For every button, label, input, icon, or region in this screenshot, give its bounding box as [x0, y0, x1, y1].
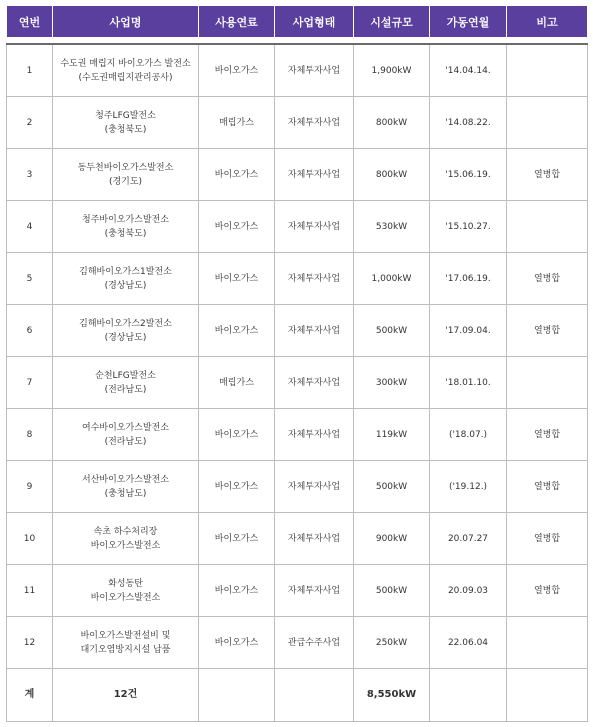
- table-row: [7, 513, 588, 565]
- cell-project-name: [53, 305, 199, 357]
- project-name-line: 여수바이오가스발전소: [82, 422, 169, 433]
- cell-project-type: 자체투자사업: [275, 253, 354, 305]
- header-capacity: 시설규모: [354, 6, 430, 37]
- cell-operation-date: '15.10.27.: [430, 201, 507, 253]
- cell-note: 열병합: [507, 461, 588, 513]
- total-capacity: 8,550kW: [354, 669, 430, 722]
- project-name-line: 바이오가스발전설비 및: [80, 630, 171, 641]
- project-name-line: 속초 하수처리장: [93, 526, 158, 537]
- cell-fuel: 바이오가스: [199, 201, 275, 253]
- table-row: [7, 461, 588, 513]
- cell-no: 4: [7, 201, 53, 253]
- cell-capacity: 900kW: [354, 513, 430, 565]
- cell-fuel: 매립가스: [199, 97, 275, 149]
- cell-note: 열병합: [507, 305, 588, 357]
- table-row: [7, 617, 588, 669]
- header-fuel: 사용연료: [199, 6, 275, 37]
- cell-fuel: 바이오가스: [199, 513, 275, 565]
- project-name-line: 청주LFG발전소: [95, 110, 156, 121]
- project-name-line: 순천LFG발전소: [95, 370, 156, 381]
- cell-note: 열병합: [507, 253, 588, 305]
- project-name-line: 수도권 매립지 바이오가스 발전소: [60, 58, 191, 69]
- cell-operation-date: 20.09.03: [430, 565, 507, 617]
- cell-project-name: [53, 617, 199, 669]
- cell-operation-date: ('19.12.): [430, 461, 507, 513]
- cell-capacity: 800kW: [354, 97, 430, 149]
- cell-no: 7: [7, 357, 53, 409]
- cell-no: 11: [7, 565, 53, 617]
- project-name-line: (수도권매립지관리공사): [78, 72, 173, 83]
- project-name-line: 김해바이오가스2발전소: [79, 318, 172, 329]
- table-row: [7, 565, 588, 617]
- cell-no: 6: [7, 305, 53, 357]
- cell-fuel: 바이오가스: [199, 305, 275, 357]
- cell-project-type: 자체투자사업: [275, 461, 354, 513]
- cell-operation-date: '15.06.19.: [430, 149, 507, 201]
- project-name-line: (전라남도): [104, 436, 147, 447]
- cell-capacity: 500kW: [354, 565, 430, 617]
- project-name-line: (충청남도): [104, 488, 147, 499]
- cell-no: 8: [7, 409, 53, 461]
- table-row: [7, 409, 588, 461]
- cell-project-type: 자체투자사업: [275, 513, 354, 565]
- project-name-line: (경상남도): [104, 332, 147, 343]
- project-name-line: 대기오염방지시설 납품: [80, 644, 171, 655]
- cell-capacity: 250kW: [354, 617, 430, 669]
- cell-project-name: [53, 357, 199, 409]
- cell-capacity: 500kW: [354, 305, 430, 357]
- project-name-line: (경상남도): [104, 280, 147, 291]
- cell-no: 3: [7, 149, 53, 201]
- cell-operation-date: '17.06.19.: [430, 253, 507, 305]
- cell-capacity: 300kW: [354, 357, 430, 409]
- cell-no: 2: [7, 97, 53, 149]
- cell-no: 9: [7, 461, 53, 513]
- cell-project-type: 자체투자사업: [275, 409, 354, 461]
- cell-capacity: 500kW: [354, 461, 430, 513]
- cell-fuel: 바이오가스: [199, 149, 275, 201]
- cell-fuel: 바이오가스: [199, 565, 275, 617]
- cell-project-name: [53, 97, 199, 149]
- facility-table: [6, 6, 588, 722]
- table-row: [7, 305, 588, 357]
- cell-project-name: [53, 149, 199, 201]
- cell-operation-date: '14.08.22.: [430, 97, 507, 149]
- project-name-line: 화성동탄: [108, 578, 143, 589]
- cell-note: [507, 201, 588, 253]
- cell-fuel: 바이오가스: [199, 617, 275, 669]
- table-row: [7, 149, 588, 201]
- cell-fuel: 매립가스: [199, 357, 275, 409]
- total-date-empty: [430, 669, 507, 722]
- table-row: [7, 97, 588, 149]
- total-count: 12건: [53, 669, 199, 722]
- cell-capacity: 1,000kW: [354, 253, 430, 305]
- table-row: [7, 357, 588, 409]
- cell-project-type: 자체투자사업: [275, 201, 354, 253]
- header-project-type: 사업형태: [275, 6, 354, 37]
- table-row: [7, 253, 588, 305]
- project-name-line: 바이오가스발전소: [90, 540, 161, 551]
- cell-project-type: 자체투자사업: [275, 357, 354, 409]
- project-name-line: (경기도): [108, 176, 143, 187]
- project-name-line: (충청북도): [104, 228, 147, 239]
- cell-note: 열병합: [507, 513, 588, 565]
- cell-no: 10: [7, 513, 53, 565]
- cell-operation-date: 22.06.04: [430, 617, 507, 669]
- project-name-line: 바이오가스발전소: [90, 592, 161, 603]
- cell-capacity: 800kW: [354, 149, 430, 201]
- cell-no: 5: [7, 253, 53, 305]
- cell-no: 1: [7, 44, 53, 97]
- header-project-name: 사업명: [53, 6, 199, 37]
- total-fuel-empty: [199, 669, 275, 722]
- cell-project-type: 자체투자사업: [275, 305, 354, 357]
- cell-fuel: 바이오가스: [199, 44, 275, 97]
- cell-operation-date: ('18.07.): [430, 409, 507, 461]
- cell-project-name: [53, 253, 199, 305]
- cell-note: 열병합: [507, 565, 588, 617]
- cell-project-type: 자체투자사업: [275, 149, 354, 201]
- table-header-row: [7, 6, 588, 37]
- cell-fuel: 바이오가스: [199, 253, 275, 305]
- cell-operation-date: '17.09.04.: [430, 305, 507, 357]
- cell-project-name: [53, 461, 199, 513]
- cell-project-name: [53, 513, 199, 565]
- project-name-line: 동두천바이오가스발전소: [77, 162, 174, 173]
- cell-fuel: 바이오가스: [199, 461, 275, 513]
- cell-capacity: 119kW: [354, 409, 430, 461]
- cell-project-name: [53, 565, 199, 617]
- total-row: [7, 669, 588, 722]
- total-type-empty: [275, 669, 354, 722]
- cell-project-name: [53, 409, 199, 461]
- cell-operation-date: '18.01.10.: [430, 357, 507, 409]
- cell-note: [507, 617, 588, 669]
- cell-project-type: 자체투자사업: [275, 97, 354, 149]
- facility-table-container: [6, 6, 587, 722]
- cell-project-type: 관급수주사업: [275, 617, 354, 669]
- cell-note: [507, 97, 588, 149]
- table-row: [7, 201, 588, 253]
- project-name-line: 김해바이오가스1발전소: [79, 266, 172, 277]
- cell-note: 열병합: [507, 409, 588, 461]
- cell-project-name: [53, 44, 199, 97]
- cell-project-type: 자체투자사업: [275, 565, 354, 617]
- cell-note: [507, 357, 588, 409]
- cell-capacity: 530kW: [354, 201, 430, 253]
- header-no: 연번: [7, 6, 53, 37]
- cell-note: [507, 44, 588, 97]
- cell-operation-date: 20.07.27: [430, 513, 507, 565]
- table-row: [7, 44, 588, 97]
- project-name-line: 서산바이오가스발전소: [82, 474, 169, 485]
- cell-project-name: [53, 201, 199, 253]
- cell-capacity: 1,900kW: [354, 44, 430, 97]
- project-name-line: 청주바이오가스발전소: [82, 214, 169, 225]
- total-label: 계: [7, 669, 53, 722]
- project-name-line: (전라남도): [104, 384, 147, 395]
- cell-project-type: 자체투자사업: [275, 44, 354, 97]
- header-note: 비고: [507, 6, 588, 37]
- header-operation-date: 가동연월: [430, 6, 507, 37]
- total-note-empty: [507, 669, 588, 722]
- project-name-line: (충청북도): [104, 124, 147, 135]
- cell-no: 12: [7, 617, 53, 669]
- cell-fuel: 바이오가스: [199, 409, 275, 461]
- cell-operation-date: '14.04.14.: [430, 44, 507, 97]
- cell-note: 열병합: [507, 149, 588, 201]
